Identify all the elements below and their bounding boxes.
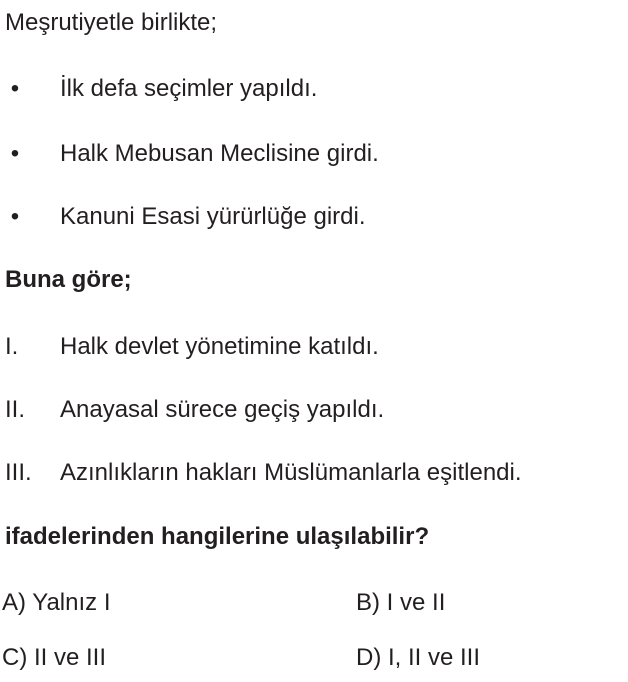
bullet-marker: •	[10, 203, 20, 230]
option-c[interactable]: C) II ve III	[2, 644, 107, 671]
option-a[interactable]: A) Yalnız I	[2, 589, 111, 616]
intro-text: Meşrutiyetle birlikte;	[5, 9, 218, 36]
statement-number: III.	[5, 459, 32, 486]
bullet-text: Kanuni Esasi yürürlüğe girdi.	[60, 203, 366, 230]
statement-number: I.	[5, 333, 19, 360]
bullet-item	[5, 75, 605, 103]
bullet-marker: •	[10, 75, 20, 102]
statement-text: Azınlıkların hakları Müslümanlarla eşitlendi.	[60, 459, 522, 486]
bullet-text: Halk Mebusan Meclisine girdi.	[60, 140, 379, 167]
bullet-text: İlk defa seçimler yapıldı.	[60, 75, 318, 102]
statement-item	[5, 459, 620, 487]
bullet-marker: •	[10, 140, 20, 167]
bullet-item	[5, 140, 605, 168]
statement-text: Anayasal sürece geçiş yapıldı.	[60, 396, 385, 423]
statement-item	[5, 333, 620, 361]
option-d[interactable]: D) I, II ve III	[356, 644, 481, 671]
bullet-item	[5, 203, 605, 231]
lead-text: Buna göre;	[5, 266, 132, 293]
statement-number: II.	[5, 396, 26, 423]
option-b[interactable]: B) I ve II	[356, 589, 446, 616]
statement-item	[5, 396, 620, 424]
statement-text: Halk devlet yönetimine katıldı.	[60, 333, 379, 360]
question-text: ifadelerinden hangilerine ulaşılabilir?	[5, 523, 430, 550]
